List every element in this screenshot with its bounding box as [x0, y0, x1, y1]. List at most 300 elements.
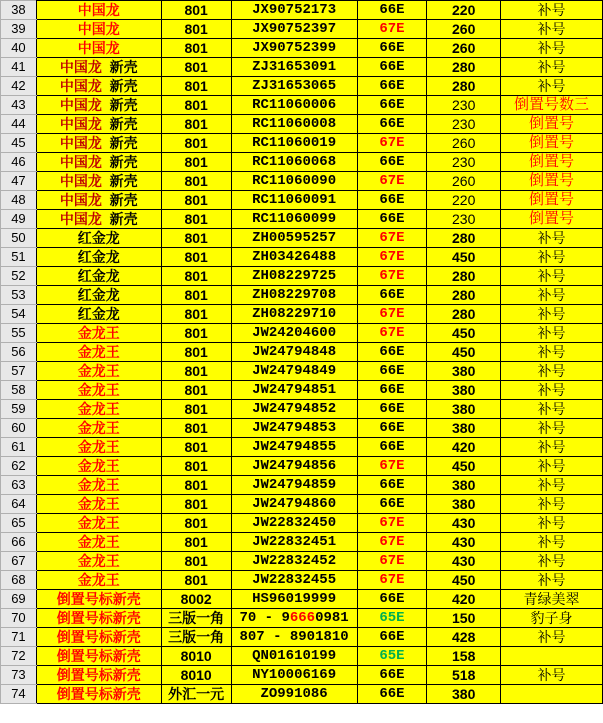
- table-row[interactable]: [1, 58, 603, 77]
- model-cell[interactable]: 801: [161, 229, 231, 248]
- note-cell[interactable]: 倒置号: [501, 172, 603, 191]
- price-cell[interactable]: 450: [427, 571, 501, 590]
- table-row[interactable]: [1, 1, 603, 20]
- serial-number-cell[interactable]: JW24794856: [231, 457, 357, 476]
- serial-number-cell[interactable]: JW22832452: [231, 552, 357, 571]
- note-cell[interactable]: [501, 685, 603, 704]
- model-cell[interactable]: 801: [161, 457, 231, 476]
- serial-number-cell[interactable]: ZH08229708: [231, 286, 357, 305]
- note-cell[interactable]: 补号: [501, 533, 603, 552]
- product-name-cell[interactable]: [36, 229, 161, 248]
- table-row[interactable]: [1, 134, 603, 153]
- product-name-cell[interactable]: [36, 457, 161, 476]
- model-cell[interactable]: 801: [161, 153, 231, 172]
- serial-number-cell[interactable]: JW24794853: [231, 419, 357, 438]
- price-cell[interactable]: 380: [427, 685, 501, 704]
- product-name: 金龙王: [77, 572, 120, 588]
- model-cell[interactable]: 801: [161, 438, 231, 457]
- serial-number-cell[interactable]: RC11060091: [231, 191, 357, 210]
- model-cell[interactable]: 801: [161, 96, 231, 115]
- serial-number-cell[interactable]: ZJ31653065: [231, 77, 357, 96]
- serial-number-cell[interactable]: JW24204600: [231, 324, 357, 343]
- table-row[interactable]: [1, 495, 603, 514]
- price-cell[interactable]: 430: [427, 514, 501, 533]
- note-cell[interactable]: 补号: [501, 400, 603, 419]
- model-cell[interactable]: 801: [161, 514, 231, 533]
- row-header[interactable]: 48: [1, 191, 37, 210]
- serial-number-cell[interactable]: JW22832451: [231, 533, 357, 552]
- series-code-cell[interactable]: 67E: [357, 457, 427, 476]
- series-code-cell[interactable]: 66E: [357, 191, 427, 210]
- row-header[interactable]: 66: [1, 533, 37, 552]
- product-name-cell[interactable]: [36, 58, 161, 77]
- model-cell[interactable]: 801: [161, 362, 231, 381]
- serial-number-cell[interactable]: ZH08229725: [231, 267, 357, 286]
- serial-number-cell[interactable]: RC11060090: [231, 172, 357, 191]
- series-code-cell[interactable]: 66E: [357, 476, 427, 495]
- serial-number-cell[interactable]: ZO991086: [231, 685, 357, 704]
- series-code-cell[interactable]: 66E: [357, 419, 427, 438]
- series-code-cell[interactable]: 65E: [357, 609, 427, 628]
- table-row[interactable]: [1, 191, 603, 210]
- serial-number-cell[interactable]: RC11060008: [231, 115, 357, 134]
- product-name-cell[interactable]: [36, 134, 161, 153]
- product-name-cell[interactable]: [36, 438, 161, 457]
- table-row[interactable]: [1, 609, 603, 628]
- note-cell[interactable]: 补号: [501, 39, 603, 58]
- table-row[interactable]: [1, 362, 603, 381]
- model-cell[interactable]: 801: [161, 343, 231, 362]
- product-name-cell[interactable]: [36, 362, 161, 381]
- note-cell[interactable]: 补号: [501, 571, 603, 590]
- model-cell[interactable]: 801: [161, 533, 231, 552]
- table-row[interactable]: [1, 153, 603, 172]
- note-cell[interactable]: 补号: [501, 495, 603, 514]
- table-row[interactable]: [1, 628, 603, 647]
- table-row[interactable]: [1, 286, 603, 305]
- note-cell[interactable]: 补号: [501, 58, 603, 77]
- product-name-cell[interactable]: [36, 495, 161, 514]
- series-code-cell[interactable]: 66E: [357, 58, 427, 77]
- series-code-cell[interactable]: 66E: [357, 438, 427, 457]
- note-cell[interactable]: 补号: [501, 248, 603, 267]
- serial-number-cell[interactable]: JW24794859: [231, 476, 357, 495]
- note-cell[interactable]: 补号: [501, 628, 603, 647]
- table-row[interactable]: [1, 533, 603, 552]
- series-code-cell[interactable]: 67E: [357, 20, 427, 39]
- price-cell[interactable]: 380: [427, 381, 501, 400]
- price-cell[interactable]: 450: [427, 343, 501, 362]
- row-header[interactable]: 67: [1, 552, 37, 571]
- serial-number-cell[interactable]: QN01610199: [231, 647, 357, 666]
- product-name-cell[interactable]: [36, 400, 161, 419]
- series-code-cell[interactable]: 66E: [357, 96, 427, 115]
- product-name-cell[interactable]: [36, 77, 161, 96]
- model-cell[interactable]: 8010: [161, 666, 231, 685]
- table-row[interactable]: [1, 210, 603, 229]
- note-cell[interactable]: 补号: [501, 324, 603, 343]
- model-cell[interactable]: 801: [161, 172, 231, 191]
- price-cell[interactable]: 430: [427, 533, 501, 552]
- model-cell[interactable]: 801: [161, 191, 231, 210]
- serial-number-cell[interactable]: RC11060099: [231, 210, 357, 229]
- price-cell[interactable]: 380: [427, 419, 501, 438]
- price-cell[interactable]: 220: [427, 1, 501, 20]
- series-code-cell[interactable]: 67E: [357, 172, 427, 191]
- product-name-cell[interactable]: [36, 514, 161, 533]
- table-row[interactable]: [1, 115, 603, 134]
- serial-number-cell[interactable]: RC11060019: [231, 134, 357, 153]
- model-cell[interactable]: 801: [161, 267, 231, 286]
- note-cell[interactable]: 补号: [501, 476, 603, 495]
- serial-number-cell[interactable]: JW24794851: [231, 381, 357, 400]
- row-header[interactable]: 56: [1, 343, 37, 362]
- model-cell[interactable]: 801: [161, 77, 231, 96]
- model-cell[interactable]: 801: [161, 419, 231, 438]
- note-cell[interactable]: 倒置号: [501, 153, 603, 172]
- row-header[interactable]: 47: [1, 172, 37, 191]
- serial-number-cell[interactable]: [231, 609, 357, 628]
- table-row[interactable]: [1, 96, 603, 115]
- series-code-cell[interactable]: 66E: [357, 590, 427, 609]
- product-name-cell[interactable]: [36, 381, 161, 400]
- note-cell[interactable]: 倒置号: [501, 134, 603, 153]
- table-row[interactable]: [1, 571, 603, 590]
- table-row[interactable]: [1, 229, 603, 248]
- note-cell[interactable]: [501, 647, 603, 666]
- price-cell[interactable]: 280: [427, 286, 501, 305]
- series-code-cell[interactable]: 66E: [357, 628, 427, 647]
- price-cell[interactable]: 150: [427, 609, 501, 628]
- table-row[interactable]: [1, 267, 603, 286]
- series-code-cell[interactable]: 67E: [357, 571, 427, 590]
- row-header[interactable]: 64: [1, 495, 37, 514]
- product-name-cell[interactable]: [36, 628, 161, 647]
- row-header[interactable]: 50: [1, 229, 37, 248]
- note-cell[interactable]: 补号: [501, 362, 603, 381]
- note-cell[interactable]: 倒置号: [501, 191, 603, 210]
- series-code-cell[interactable]: 66E: [357, 381, 427, 400]
- product-name-cell[interactable]: [36, 666, 161, 685]
- row-header[interactable]: 71: [1, 628, 37, 647]
- series-code-cell[interactable]: 66E: [357, 39, 427, 58]
- series-code-cell[interactable]: 65E: [357, 647, 427, 666]
- serial-number-cell[interactable]: JW24794848: [231, 343, 357, 362]
- row-header[interactable]: 63: [1, 476, 37, 495]
- price-cell[interactable]: 430: [427, 552, 501, 571]
- series-code-cell[interactable]: 67E: [357, 267, 427, 286]
- price-cell[interactable]: 518: [427, 666, 501, 685]
- price-cell[interactable]: 450: [427, 324, 501, 343]
- row-header[interactable]: 73: [1, 666, 37, 685]
- product-name-cell[interactable]: [36, 153, 161, 172]
- serial-number-cell[interactable]: HS96019999: [231, 590, 357, 609]
- serial-number-cell[interactable]: RC11060068: [231, 153, 357, 172]
- series-code-cell[interactable]: 66E: [357, 115, 427, 134]
- serial-number-cell[interactable]: ZJ31653091: [231, 58, 357, 77]
- price-cell[interactable]: 280: [427, 58, 501, 77]
- price-cell[interactable]: 260: [427, 172, 501, 191]
- price-cell[interactable]: 280: [427, 229, 501, 248]
- price-cell[interactable]: 380: [427, 495, 501, 514]
- series-code-cell[interactable]: 67E: [357, 533, 427, 552]
- model-cell[interactable]: 801: [161, 305, 231, 324]
- product-name-cell[interactable]: [36, 267, 161, 286]
- row-header[interactable]: 42: [1, 77, 37, 96]
- price-cell[interactable]: 450: [427, 457, 501, 476]
- table-row[interactable]: [1, 476, 603, 495]
- serial-number-cell[interactable]: ZH00595257: [231, 229, 357, 248]
- model-cell[interactable]: 801: [161, 1, 231, 20]
- product-name-cell[interactable]: [36, 248, 161, 267]
- product-name-cell[interactable]: [36, 324, 161, 343]
- row-header[interactable]: 53: [1, 286, 37, 305]
- table-row[interactable]: [1, 419, 603, 438]
- serial-number-cell[interactable]: JW24794860: [231, 495, 357, 514]
- price-cell[interactable]: 280: [427, 305, 501, 324]
- table-row[interactable]: [1, 172, 603, 191]
- row-header[interactable]: 69: [1, 590, 37, 609]
- row-header[interactable]: 44: [1, 115, 37, 134]
- price-cell[interactable]: 420: [427, 438, 501, 457]
- series-code-cell[interactable]: 66E: [357, 286, 427, 305]
- note-cell[interactable]: 倒置号: [501, 115, 603, 134]
- table-row[interactable]: [1, 666, 603, 685]
- model-cell[interactable]: 801: [161, 58, 231, 77]
- price-cell[interactable]: 380: [427, 400, 501, 419]
- note-cell[interactable]: 补号: [501, 229, 603, 248]
- row-header[interactable]: 62: [1, 457, 37, 476]
- table-row[interactable]: [1, 324, 603, 343]
- series-code-cell[interactable]: 66E: [357, 77, 427, 96]
- model-cell[interactable]: 801: [161, 20, 231, 39]
- serial-number-cell[interactable]: JX90752397: [231, 20, 357, 39]
- note-cell[interactable]: 补号: [501, 381, 603, 400]
- price-cell[interactable]: 428: [427, 628, 501, 647]
- row-header[interactable]: 65: [1, 514, 37, 533]
- price-cell[interactable]: 230: [427, 210, 501, 229]
- table-row[interactable]: [1, 457, 603, 476]
- price-cell[interactable]: 450: [427, 248, 501, 267]
- note-cell[interactable]: 青绿美翠: [501, 590, 603, 609]
- product-name: 红金龙: [77, 287, 120, 303]
- price-cell[interactable]: 420: [427, 590, 501, 609]
- model-cell[interactable]: 8002: [161, 590, 231, 609]
- series-code-cell[interactable]: 66E: [357, 1, 427, 20]
- row-header[interactable]: 49: [1, 210, 37, 229]
- series-code-cell[interactable]: 67E: [357, 514, 427, 533]
- price-cell[interactable]: 280: [427, 267, 501, 286]
- series-code-cell[interactable]: 67E: [357, 134, 427, 153]
- note-cell[interactable]: 补号: [501, 419, 603, 438]
- product-name-cell[interactable]: [36, 115, 161, 134]
- spacer: [102, 173, 110, 189]
- note-cell[interactable]: 补号: [501, 666, 603, 685]
- series-code-cell[interactable]: 66E: [357, 685, 427, 704]
- note-cell[interactable]: 补号: [501, 20, 603, 39]
- table-row[interactable]: [1, 685, 603, 704]
- model-cell[interactable]: 801: [161, 495, 231, 514]
- serial-number-cell[interactable]: JX90752399: [231, 39, 357, 58]
- table-row[interactable]: [1, 438, 603, 457]
- series-code-cell[interactable]: 66E: [357, 210, 427, 229]
- model-cell[interactable]: 801: [161, 381, 231, 400]
- model-cell[interactable]: 801: [161, 476, 231, 495]
- model-cell[interactable]: 三版一角: [161, 609, 231, 628]
- table-row[interactable]: [1, 248, 603, 267]
- row-header[interactable]: 46: [1, 153, 37, 172]
- note-cell[interactable]: 补号: [501, 1, 603, 20]
- note-cell[interactable]: 补号: [501, 286, 603, 305]
- model-cell[interactable]: 801: [161, 134, 231, 153]
- series-code-cell[interactable]: 67E: [357, 305, 427, 324]
- model-cell[interactable]: 外汇一元: [161, 685, 231, 704]
- row-header[interactable]: 52: [1, 267, 37, 286]
- row-header[interactable]: 68: [1, 571, 37, 590]
- serial-number-cell[interactable]: JW24794852: [231, 400, 357, 419]
- product-name-cell[interactable]: [36, 685, 161, 704]
- table-row[interactable]: [1, 305, 603, 324]
- price-cell[interactable]: 230: [427, 96, 501, 115]
- table-row[interactable]: [1, 20, 603, 39]
- price-cell[interactable]: 380: [427, 362, 501, 381]
- note-cell[interactable]: 补号: [501, 438, 603, 457]
- model-cell[interactable]: 801: [161, 248, 231, 267]
- row-header[interactable]: 51: [1, 248, 37, 267]
- note-cell[interactable]: 补号: [501, 305, 603, 324]
- product-name-cell[interactable]: [36, 533, 161, 552]
- serial-number-cell[interactable]: ZH03426488: [231, 248, 357, 267]
- row-header[interactable]: 45: [1, 134, 37, 153]
- model-cell[interactable]: 801: [161, 571, 231, 590]
- serial-number-cell[interactable]: JX90752173: [231, 1, 357, 20]
- table-row[interactable]: [1, 343, 603, 362]
- series-code-cell[interactable]: 66E: [357, 153, 427, 172]
- model-cell[interactable]: 8010: [161, 647, 231, 666]
- row-header[interactable]: 61: [1, 438, 37, 457]
- price-cell[interactable]: 260: [427, 134, 501, 153]
- price-cell[interactable]: 220: [427, 191, 501, 210]
- row-header[interactable]: 43: [1, 96, 37, 115]
- product-name-cell[interactable]: [36, 1, 161, 20]
- product-name-cell[interactable]: [36, 609, 161, 628]
- row-header[interactable]: 54: [1, 305, 37, 324]
- model-cell[interactable]: 801: [161, 324, 231, 343]
- product-name-cell[interactable]: [36, 96, 161, 115]
- table-row[interactable]: [1, 647, 603, 666]
- serial-number-cell[interactable]: RC11060006: [231, 96, 357, 115]
- product-name-cell[interactable]: [36, 419, 161, 438]
- row-header[interactable]: 74: [1, 685, 37, 704]
- series-code-cell[interactable]: 67E: [357, 324, 427, 343]
- price-cell[interactable]: 230: [427, 153, 501, 172]
- row-header[interactable]: 58: [1, 381, 37, 400]
- product-name-cell[interactable]: [36, 172, 161, 191]
- table-row[interactable]: [1, 400, 603, 419]
- table-row[interactable]: [1, 552, 603, 571]
- note-cell[interactable]: 倒置号数三: [501, 96, 603, 115]
- series-code-cell[interactable]: 66E: [357, 400, 427, 419]
- row-header[interactable]: 70: [1, 609, 37, 628]
- product-name-cell[interactable]: [36, 20, 161, 39]
- spacer: [102, 211, 110, 227]
- product-name-cell[interactable]: [36, 39, 161, 58]
- series-code-cell[interactable]: 66E: [357, 362, 427, 381]
- table-row[interactable]: [1, 77, 603, 96]
- price-cell[interactable]: 260: [427, 39, 501, 58]
- row-header[interactable]: 39: [1, 20, 37, 39]
- product-name-cell[interactable]: [36, 571, 161, 590]
- series-code-cell[interactable]: 67E: [357, 248, 427, 267]
- series-code-cell[interactable]: 66E: [357, 666, 427, 685]
- serial-number-cell[interactable]: 807 - 8901810: [231, 628, 357, 647]
- serial-number-cell[interactable]: JW24794855: [231, 438, 357, 457]
- note-cell[interactable]: 补号: [501, 552, 603, 571]
- product-name-cell[interactable]: [36, 210, 161, 229]
- row-header[interactable]: 40: [1, 39, 37, 58]
- series-code-cell[interactable]: 66E: [357, 495, 427, 514]
- serial-number-cell[interactable]: JW22832450: [231, 514, 357, 533]
- table-row[interactable]: [1, 590, 603, 609]
- model-cell[interactable]: 801: [161, 552, 231, 571]
- product-name-cell[interactable]: [36, 305, 161, 324]
- model-cell[interactable]: 801: [161, 286, 231, 305]
- serial-number-cell[interactable]: JW22832455: [231, 571, 357, 590]
- price-cell[interactable]: 230: [427, 115, 501, 134]
- product-name-cell[interactable]: [36, 476, 161, 495]
- serial-number-cell[interactable]: ZH08229710: [231, 305, 357, 324]
- note-cell[interactable]: 豹子身: [501, 609, 603, 628]
- series-code-cell[interactable]: 67E: [357, 229, 427, 248]
- product-name-cell[interactable]: [36, 552, 161, 571]
- product-name-cell[interactable]: [36, 647, 161, 666]
- model-cell[interactable]: 801: [161, 210, 231, 229]
- price-cell[interactable]: 380: [427, 476, 501, 495]
- note-cell[interactable]: 补号: [501, 267, 603, 286]
- product-name-cell[interactable]: [36, 590, 161, 609]
- table-row[interactable]: [1, 39, 603, 58]
- product-name-cell[interactable]: [36, 191, 161, 210]
- row-header[interactable]: 72: [1, 647, 37, 666]
- price-cell[interactable]: 280: [427, 77, 501, 96]
- model-cell[interactable]: 801: [161, 39, 231, 58]
- model-cell[interactable]: 801: [161, 400, 231, 419]
- note-cell[interactable]: 补号: [501, 514, 603, 533]
- row-header[interactable]: 38: [1, 1, 37, 20]
- row-header[interactable]: 57: [1, 362, 37, 381]
- note-cell[interactable]: 补号: [501, 457, 603, 476]
- series-code-cell[interactable]: 66E: [357, 343, 427, 362]
- series-code-cell[interactable]: 67E: [357, 552, 427, 571]
- serial-number-cell[interactable]: NY10006169: [231, 666, 357, 685]
- price-cell[interactable]: 260: [427, 20, 501, 39]
- table-row[interactable]: [1, 381, 603, 400]
- product-name-cell[interactable]: [36, 343, 161, 362]
- row-header[interactable]: 55: [1, 324, 37, 343]
- product-name-cell[interactable]: [36, 286, 161, 305]
- note-cell[interactable]: 补号: [501, 343, 603, 362]
- table-row[interactable]: [1, 514, 603, 533]
- model-cell[interactable]: 三版一角: [161, 628, 231, 647]
- model-cell[interactable]: 801: [161, 115, 231, 134]
- row-header[interactable]: 41: [1, 58, 37, 77]
- row-header[interactable]: 59: [1, 400, 37, 419]
- row-header[interactable]: 60: [1, 419, 37, 438]
- note-cell[interactable]: 倒置号: [501, 210, 603, 229]
- serial-number-cell[interactable]: JW24794849: [231, 362, 357, 381]
- note-cell[interactable]: 补号: [501, 77, 603, 96]
- price-cell[interactable]: 158: [427, 647, 501, 666]
